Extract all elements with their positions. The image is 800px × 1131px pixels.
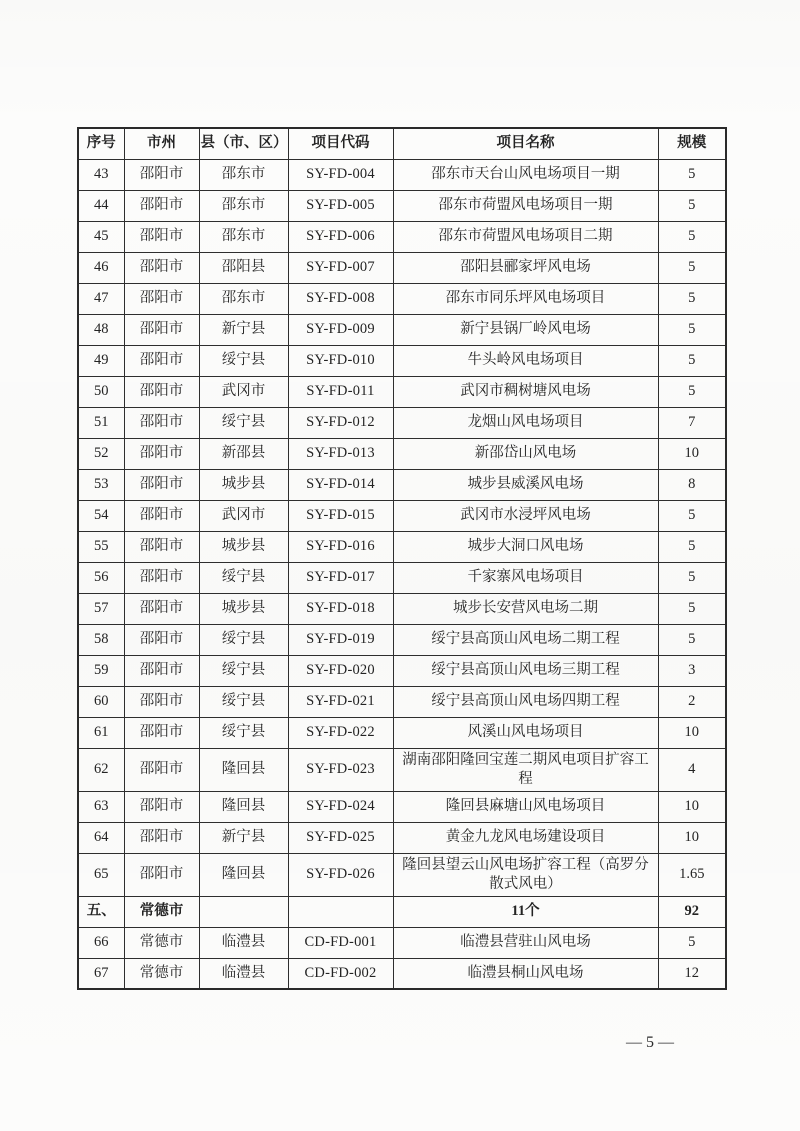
cell-city: 邵阳市: [124, 283, 199, 314]
header-scale: 规模: [658, 128, 726, 159]
cell-no: 60: [78, 686, 124, 717]
cell-county: 城步县: [199, 531, 288, 562]
cell-scale: 5: [658, 593, 726, 624]
wind-projects-table: [77, 127, 727, 990]
cell-name: 城步县威溪风电场: [393, 469, 658, 500]
cell-code: SY-FD-019: [288, 624, 393, 655]
table-row: [78, 159, 726, 190]
table-row: [78, 283, 726, 314]
cell-name: 邵阳县郦家坪风电场: [393, 252, 658, 283]
table-row: [78, 593, 726, 624]
cell-no: 61: [78, 717, 124, 748]
cell-county: 临澧县: [199, 958, 288, 989]
table-row: [78, 252, 726, 283]
cell-scale: 92: [658, 896, 726, 927]
table-row: [78, 221, 726, 252]
cell-code: SY-FD-009: [288, 314, 393, 345]
cell-county: 绥宁县: [199, 624, 288, 655]
table-row: [78, 438, 726, 469]
cell-county: 隆回县: [199, 853, 288, 896]
cell-scale: 7: [658, 407, 726, 438]
cell-city: 邵阳市: [124, 624, 199, 655]
cell-no: 47: [78, 283, 124, 314]
cell-code: SY-FD-021: [288, 686, 393, 717]
cell-name: 邵东市荷盟风电场项目二期: [393, 221, 658, 252]
cell-no: 46: [78, 252, 124, 283]
cell-code: [288, 896, 393, 927]
header-serial: 序号: [78, 128, 124, 159]
cell-code: SY-FD-020: [288, 655, 393, 686]
cell-county: [199, 896, 288, 927]
table-row: [78, 531, 726, 562]
cell-name: 龙烟山风电场项目: [393, 407, 658, 438]
cell-code: SY-FD-008: [288, 283, 393, 314]
cell-county: 武冈市: [199, 376, 288, 407]
cell-scale: 5: [658, 190, 726, 221]
table-row: [78, 853, 726, 896]
cell-code: SY-FD-017: [288, 562, 393, 593]
header-county: 县（市、区）: [199, 128, 288, 159]
cell-city: 邵阳市: [124, 822, 199, 853]
cell-city: 邵阳市: [124, 376, 199, 407]
cell-name: 武冈市稠树塘风电场: [393, 376, 658, 407]
cell-code: SY-FD-022: [288, 717, 393, 748]
cell-code: CD-FD-001: [288, 927, 393, 958]
cell-county: 绥宁县: [199, 655, 288, 686]
cell-scale: 10: [658, 438, 726, 469]
cell-code: SY-FD-024: [288, 791, 393, 822]
cell-city: 邵阳市: [124, 717, 199, 748]
header-project-name: 项目名称: [393, 128, 658, 159]
table-row: [78, 624, 726, 655]
page-number: — 5 —: [626, 1034, 674, 1051]
cell-code: SY-FD-007: [288, 252, 393, 283]
cell-scale: 5: [658, 345, 726, 376]
cell-no: 58: [78, 624, 124, 655]
cell-name: 邵东市同乐坪风电场项目: [393, 283, 658, 314]
cell-code: SY-FD-004: [288, 159, 393, 190]
cell-code: SY-FD-013: [288, 438, 393, 469]
cell-county: 邵东市: [199, 283, 288, 314]
header-city: 市州: [124, 128, 199, 159]
cell-name: 邵东市天台山风电场项目一期: [393, 159, 658, 190]
cell-county: 绥宁县: [199, 717, 288, 748]
cell-no: 59: [78, 655, 124, 686]
table-row: [78, 822, 726, 853]
cell-no: 66: [78, 927, 124, 958]
cell-scale: 1.65: [658, 853, 726, 896]
cell-name: 武冈市水浸坪风电场: [393, 500, 658, 531]
cell-city: 邵阳市: [124, 500, 199, 531]
cell-scale: 5: [658, 562, 726, 593]
cell-county: 城步县: [199, 593, 288, 624]
cell-county: 新宁县: [199, 314, 288, 345]
cell-name: 隆回县望云山风电场扩容工程（高罗分散式风电）: [393, 853, 658, 896]
cell-city: 邵阳市: [124, 469, 199, 500]
cell-scale: 2: [658, 686, 726, 717]
cell-code: SY-FD-015: [288, 500, 393, 531]
cell-no: 56: [78, 562, 124, 593]
cell-scale: 5: [658, 500, 726, 531]
cell-county: 武冈市: [199, 500, 288, 531]
cell-county: 邵东市: [199, 159, 288, 190]
cell-no: 63: [78, 791, 124, 822]
cell-no: 52: [78, 438, 124, 469]
table-body: [78, 159, 726, 989]
cell-name: 城步大洞口风电场: [393, 531, 658, 562]
cell-no: 57: [78, 593, 124, 624]
cell-code: SY-FD-014: [288, 469, 393, 500]
table-row: [78, 958, 726, 989]
cell-code: SY-FD-018: [288, 593, 393, 624]
cell-county: 隆回县: [199, 748, 288, 791]
cell-scale: 8: [658, 469, 726, 500]
table-row: [78, 407, 726, 438]
cell-city: 邵阳市: [124, 314, 199, 345]
cell-code: SY-FD-026: [288, 853, 393, 896]
table-row: [78, 562, 726, 593]
cell-scale: 5: [658, 159, 726, 190]
cell-city: 邵阳市: [124, 438, 199, 469]
table-header-row: [78, 128, 726, 159]
cell-county: 邵阳县: [199, 252, 288, 283]
cell-no: 54: [78, 500, 124, 531]
cell-city: 邵阳市: [124, 252, 199, 283]
table-row: [78, 927, 726, 958]
cell-scale: 10: [658, 822, 726, 853]
cell-no: 55: [78, 531, 124, 562]
cell-city: 邵阳市: [124, 531, 199, 562]
cell-city: 邵阳市: [124, 791, 199, 822]
cell-name: 新宁县锅厂岭风电场: [393, 314, 658, 345]
cell-no: 43: [78, 159, 124, 190]
cell-scale: 10: [658, 791, 726, 822]
table-row: [78, 469, 726, 500]
cell-county: 新宁县: [199, 822, 288, 853]
cell-name: 绥宁县高顶山风电场四期工程: [393, 686, 658, 717]
cell-code: SY-FD-025: [288, 822, 393, 853]
cell-name: 临澧县桐山风电场: [393, 958, 658, 989]
cell-no: 65: [78, 853, 124, 896]
cell-county: 隆回县: [199, 791, 288, 822]
cell-city: 常德市: [124, 927, 199, 958]
header-project-code: 项目代码: [288, 128, 393, 159]
table-row: [78, 376, 726, 407]
cell-no: 48: [78, 314, 124, 345]
table-row: [78, 717, 726, 748]
cell-scale: 12: [658, 958, 726, 989]
cell-scale: 3: [658, 655, 726, 686]
cell-name: 临澧县营驻山风电场: [393, 927, 658, 958]
cell-city: 邵阳市: [124, 345, 199, 376]
cell-city: 邵阳市: [124, 593, 199, 624]
cell-county: 绥宁县: [199, 686, 288, 717]
cell-name: 邵东市荷盟风电场项目一期: [393, 190, 658, 221]
table-row: [78, 748, 726, 791]
cell-no: 53: [78, 469, 124, 500]
cell-scale: 5: [658, 252, 726, 283]
cell-no: 45: [78, 221, 124, 252]
cell-name: 城步长安营风电场二期: [393, 593, 658, 624]
cell-name: 隆回县麻塘山风电场项目: [393, 791, 658, 822]
cell-no: 64: [78, 822, 124, 853]
cell-name: 千家寨风电场项目: [393, 562, 658, 593]
cell-code: SY-FD-006: [288, 221, 393, 252]
cell-city: 邵阳市: [124, 562, 199, 593]
cell-name: 牛头岭风电场项目: [393, 345, 658, 376]
cell-name: 11个: [393, 896, 658, 927]
cell-county: 绥宁县: [199, 345, 288, 376]
cell-city: 邵阳市: [124, 748, 199, 791]
cell-city: 邵阳市: [124, 655, 199, 686]
cell-no: 五、: [78, 896, 124, 927]
cell-city: 邵阳市: [124, 686, 199, 717]
cell-city: 邵阳市: [124, 221, 199, 252]
cell-no: 62: [78, 748, 124, 791]
cell-scale: 5: [658, 314, 726, 345]
cell-code: SY-FD-011: [288, 376, 393, 407]
cell-scale: 5: [658, 531, 726, 562]
table-row: [78, 500, 726, 531]
cell-code: SY-FD-010: [288, 345, 393, 376]
table-row: [78, 686, 726, 717]
cell-name: 绥宁县高顶山风电场二期工程: [393, 624, 658, 655]
cell-code: SY-FD-005: [288, 190, 393, 221]
cell-no: 51: [78, 407, 124, 438]
cell-name: 湖南邵阳隆回宝莲二期风电项目扩容工程: [393, 748, 658, 791]
cell-scale: 5: [658, 927, 726, 958]
cell-name: 新邵岱山风电场: [393, 438, 658, 469]
cell-name: 风溪山风电场项目: [393, 717, 658, 748]
cell-city: 邵阳市: [124, 159, 199, 190]
table-row: [78, 314, 726, 345]
cell-county: 临澧县: [199, 927, 288, 958]
cell-code: CD-FD-002: [288, 958, 393, 989]
cell-no: 44: [78, 190, 124, 221]
cell-county: 绥宁县: [199, 562, 288, 593]
cell-scale: 5: [658, 221, 726, 252]
cell-county: 城步县: [199, 469, 288, 500]
cell-city: 邵阳市: [124, 190, 199, 221]
cell-code: SY-FD-016: [288, 531, 393, 562]
cell-county: 绥宁县: [199, 407, 288, 438]
cell-no: 49: [78, 345, 124, 376]
cell-city: 常德市: [124, 958, 199, 989]
cell-city: 邵阳市: [124, 407, 199, 438]
cell-county: 邵东市: [199, 221, 288, 252]
cell-city: 邵阳市: [124, 853, 199, 896]
cell-scale: 10: [658, 717, 726, 748]
cell-scale: 5: [658, 376, 726, 407]
summary-row: [78, 896, 726, 927]
cell-no: 50: [78, 376, 124, 407]
cell-scale: 5: [658, 283, 726, 314]
cell-no: 67: [78, 958, 124, 989]
cell-code: SY-FD-023: [288, 748, 393, 791]
table-row: [78, 791, 726, 822]
cell-code: SY-FD-012: [288, 407, 393, 438]
table-row: [78, 655, 726, 686]
cell-county: 邵东市: [199, 190, 288, 221]
cell-scale: 4: [658, 748, 726, 791]
cell-name: 绥宁县高顶山风电场三期工程: [393, 655, 658, 686]
cell-scale: 5: [658, 624, 726, 655]
cell-county: 新邵县: [199, 438, 288, 469]
table-row: [78, 345, 726, 376]
cell-city: 常德市: [124, 896, 199, 927]
table-row: [78, 190, 726, 221]
cell-name: 黄金九龙风电场建设项目: [393, 822, 658, 853]
